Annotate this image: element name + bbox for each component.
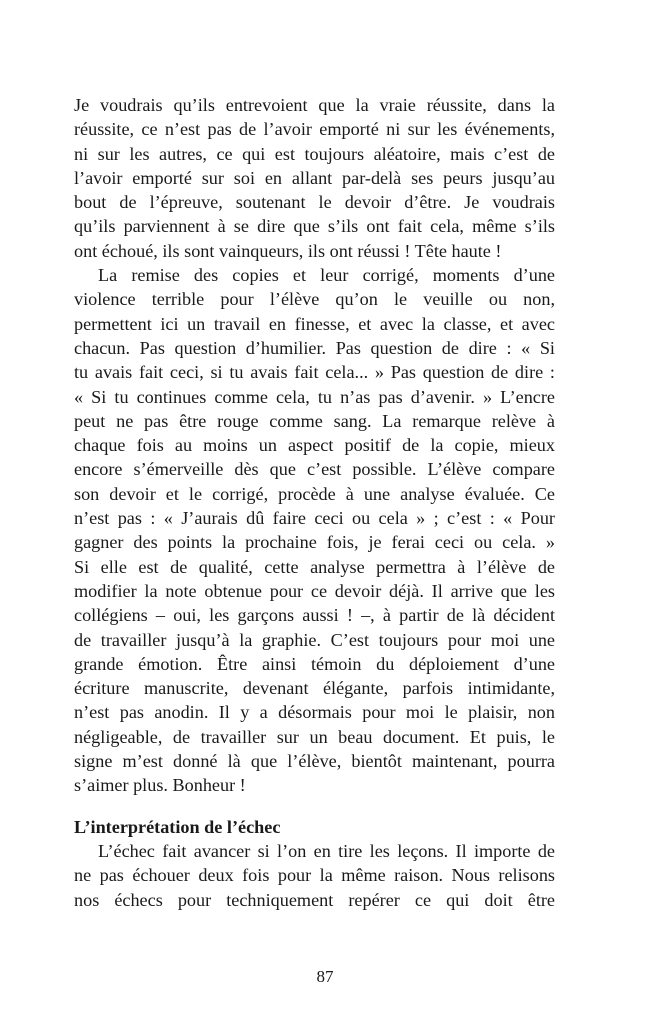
page-number: 87 xyxy=(316,967,334,986)
text-line: collégiens – oui, les garçons aussi ! –, à partir de là décident xyxy=(74,605,555,626)
text-line: La remise des copies et leur corrigé, moments d’une xyxy=(98,265,555,286)
text-line: chaque fois au moins un aspect positif de la copie, mieux xyxy=(74,435,555,456)
text-line: encore s’émerveille dès que c’est possible. L’élève compare xyxy=(74,459,555,480)
section-paragraph xyxy=(74,839,555,912)
text-line: de travailler jusqu’à la graphie. C’est toujours pour moi une xyxy=(74,629,555,650)
text-line: ne pas échouer deux fois pour la même raison. Nous relisons xyxy=(74,865,555,886)
text-line: gagner des points la prochaine fois, je ferai ceci ou cela. » xyxy=(74,532,555,553)
section-heading: L’interprétation de l’échec xyxy=(74,816,281,837)
text-line: peut ne pas être rouge comme sang. La remarque relève à xyxy=(74,410,555,431)
text-line: signe m’est donné là que l’élève, bientôt maintenant, pourra xyxy=(74,751,555,772)
text-line: ont échoué, ils sont vainqueurs, ils ont réussi ! Tête haute ! xyxy=(74,240,502,261)
text-line: ni sur les autres, ce qui est toujours aléatoire, mais c’est de xyxy=(74,143,555,164)
paragraphs xyxy=(74,93,555,798)
paragraph xyxy=(74,93,555,263)
text-line: violence terrible pour l’élève qu’on le veuille ou non, xyxy=(74,289,555,310)
text-line: n’est pas : « J’aurais dû faire ceci ou cela » ; c’est : « Pour xyxy=(74,508,555,529)
text-line: qu’ils parviennent à se dire que s’ils ont fait cela, même s’ils xyxy=(74,216,555,237)
text-line: nos échecs pour techniquement repérer ce qui doit être xyxy=(74,889,555,910)
text-line: bout de l’épreuve, soutenant le devoir d’être. Je voudrais xyxy=(74,192,555,213)
text-line: Si elle est de qualité, cette analyse permettra à l’élève de xyxy=(74,556,555,577)
page-body xyxy=(74,93,555,912)
text-line: n’est pas anodin. Il y a désormais pour moi le plaisir, non xyxy=(74,702,555,723)
text-line: permettent ici un travail en finesse, et avec la classe, et avec xyxy=(74,313,555,334)
text-line: Je voudrais qu’ils entrevoient que la vraie réussite, dans la xyxy=(74,95,555,115)
text-line: son devoir et le corrigé, procède à une analyse évaluée. Ce xyxy=(74,483,555,504)
paragraph xyxy=(74,263,555,798)
text-line: négligeable, de travailler sur un beau document. Et puis, le xyxy=(74,726,555,747)
text-line: tu avais fait ceci, si tu avais fait cela... » Pas question de dire : xyxy=(74,362,555,383)
text-line: réussite, ce n’est pas de l’avoir emporté ni sur les événements, xyxy=(74,119,555,140)
text-line: s’aimer plus. Bonheur ! xyxy=(74,775,246,796)
text-line: grande émotion. Être ainsi témoin du déploiement d’une xyxy=(74,653,555,674)
text-line: l’avoir emporté sur soi en allant par-delà ses peurs jusqu’au xyxy=(74,167,555,188)
text-line: L’échec fait avancer si l’on en tire les leçons. Il importe de xyxy=(98,840,555,861)
text-line: modifier la note obtenue pour ce devoir déjà. Il arrive que les xyxy=(74,580,555,601)
text-line: « Si tu continues comme cela, tu n’as pas d’avenir. » L’encre xyxy=(74,386,555,407)
text-line: écriture manuscrite, devenant élégante, parfois intimidante, xyxy=(74,678,555,699)
text-line: chacun. Pas question d’humilier. Pas question de dire : « Si xyxy=(74,337,555,358)
